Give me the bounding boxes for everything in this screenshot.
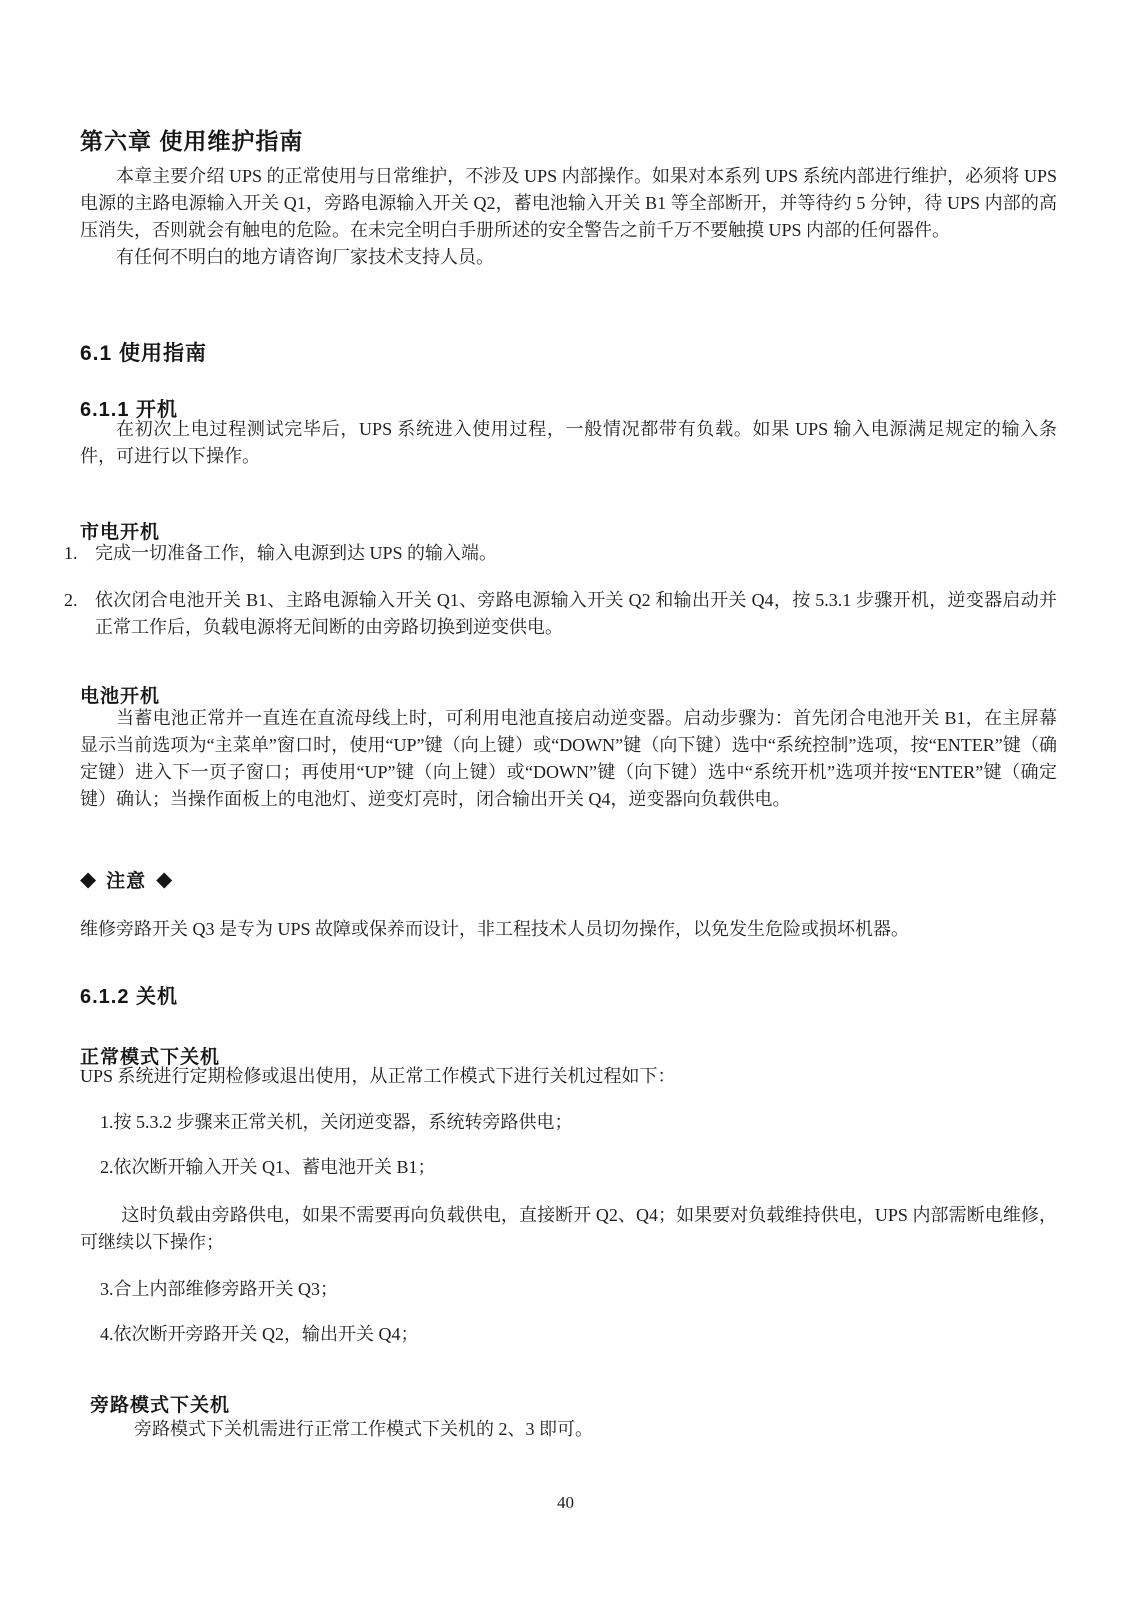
chapter-intro [80, 163, 1057, 271]
intro-paragraph-1: 本章主要介绍 UPS 的正常使用与日常维护，不涉及 UPS 内部操作。如果对本系列 UPS 系统内部进行维护，必须将 UPS 电源的主路电源输入开关 Q1，旁路电源输入开关 Q2，蓄电池输入开关 B1 等全部断开，并等待约 5 分钟，待 UPS 内部的高压消失，否则就会有触电的危险。在未完全明白手册所述的安全警告之前千万不要触摸 UPS 内部的任何器件。 [80, 166, 1057, 240]
shutdown-step-1: 1.按 5.3.2 步骤来正常关机，关闭逆变器，系统转旁路供电； [100, 1112, 573, 1132]
shutdown-step-3: 3.合上内部维修旁路开关 Q3； [100, 1279, 338, 1299]
chapter-title: 第六章 使用维护指南 [80, 128, 304, 155]
bypass-shutdown-title: 旁路模式下关机 [90, 1395, 231, 1417]
notice-label: 注意 [106, 871, 147, 892]
mains-startup-list [64, 540, 1057, 641]
section-6-1-1-title: 6.1.1 开机 [80, 399, 179, 421]
shutdown-step-2: 2.依次断开输入开关 Q1、蓄电池开关 B1； [100, 1157, 436, 1177]
shutdown-note-paragraph: 这时负载由旁路供电，如果不需要再向负载供电，直接断开 Q2、Q4；如果要对负载维持供电，UPS 内部需断电维修，可继续以下操作； [80, 1205, 1057, 1252]
list-item [64, 540, 1057, 567]
battery-startup-title: 电池开机 [80, 686, 161, 708]
notice-heading [80, 866, 1057, 893]
shutdown-step-4: 4.依次断开旁路开关 Q2，输出开关 Q4； [100, 1324, 419, 1344]
mains-startup-title: 市电开机 [80, 522, 161, 544]
intro-paragraph-2: 有任何不明白的地方请咨询厂家技术支持人员。 [116, 247, 494, 267]
list-item [64, 587, 1057, 641]
section-6-1-title: 6.1 使用指南 [80, 342, 208, 366]
diamond-icon: ◆ [156, 868, 173, 891]
startup-intro-paragraph: 在初次上电过程测试完毕后，UPS 系统进入使用过程，一般情况都带有负载。如果 UPS 输入电源满足规定的输入条件，可进行以下操作。 [80, 419, 1057, 466]
list-item-marker: 1. [64, 543, 78, 563]
section-6-1-2-title: 6.1.2 关机 [80, 986, 179, 1008]
normal-shutdown-intro: UPS 系统进行定期检修或退出使用，从正常工作模式下进行关机过程如下： [80, 1066, 676, 1086]
bypass-shutdown-paragraph: 旁路模式下关机需进行正常工作模式下关机的 2、3 即可。 [134, 1419, 593, 1439]
list-item-text: 依次闭合电池开关 B1、主路电源输入开关 Q1、旁路电源输入开关 Q2 和输出开关 Q4，按 5.3.1 步骤开机，逆变器启动并正常工作后，负载电源将无间断的由旁路切换到逆变供电。 [95, 590, 1057, 637]
page-number: 40 [557, 1493, 574, 1512]
battery-startup-paragraph: 当蓄电池正常并一直连在直流母线上时，可利用电池直接启动逆变器。启动步骤为：首先闭合电池开关 B1，在主屏幕显示当前选项为“主菜单”窗口时，使用“UP”键（向上键）或“DOWN”键（向下键）选中“系统控制”选项，按“ENTER”键（确定键）进入下一页子窗口；再使用“UP”键（向上键）或“DOWN”键（向下键）选中“系统开机”选项并按“ENTER”键（确定键）确认；当操作面板上的电池灯、逆变灯亮时，闭合输出开关 Q4，逆变器向负载供电。 [80, 708, 1057, 809]
list-item-marker: 2. [64, 590, 78, 610]
normal-shutdown-title: 正常模式下关机 [80, 1047, 221, 1069]
list-item-text: 完成一切准备工作，输入电源到达 UPS 的输入端。 [95, 543, 498, 563]
notice-paragraph: 维修旁路开关 Q3 是专为 UPS 故障或保养而设计，非工程技术人员切勿操作，以免发生危险或损坏机器。 [80, 919, 910, 939]
diamond-icon: ◆ [80, 868, 97, 891]
